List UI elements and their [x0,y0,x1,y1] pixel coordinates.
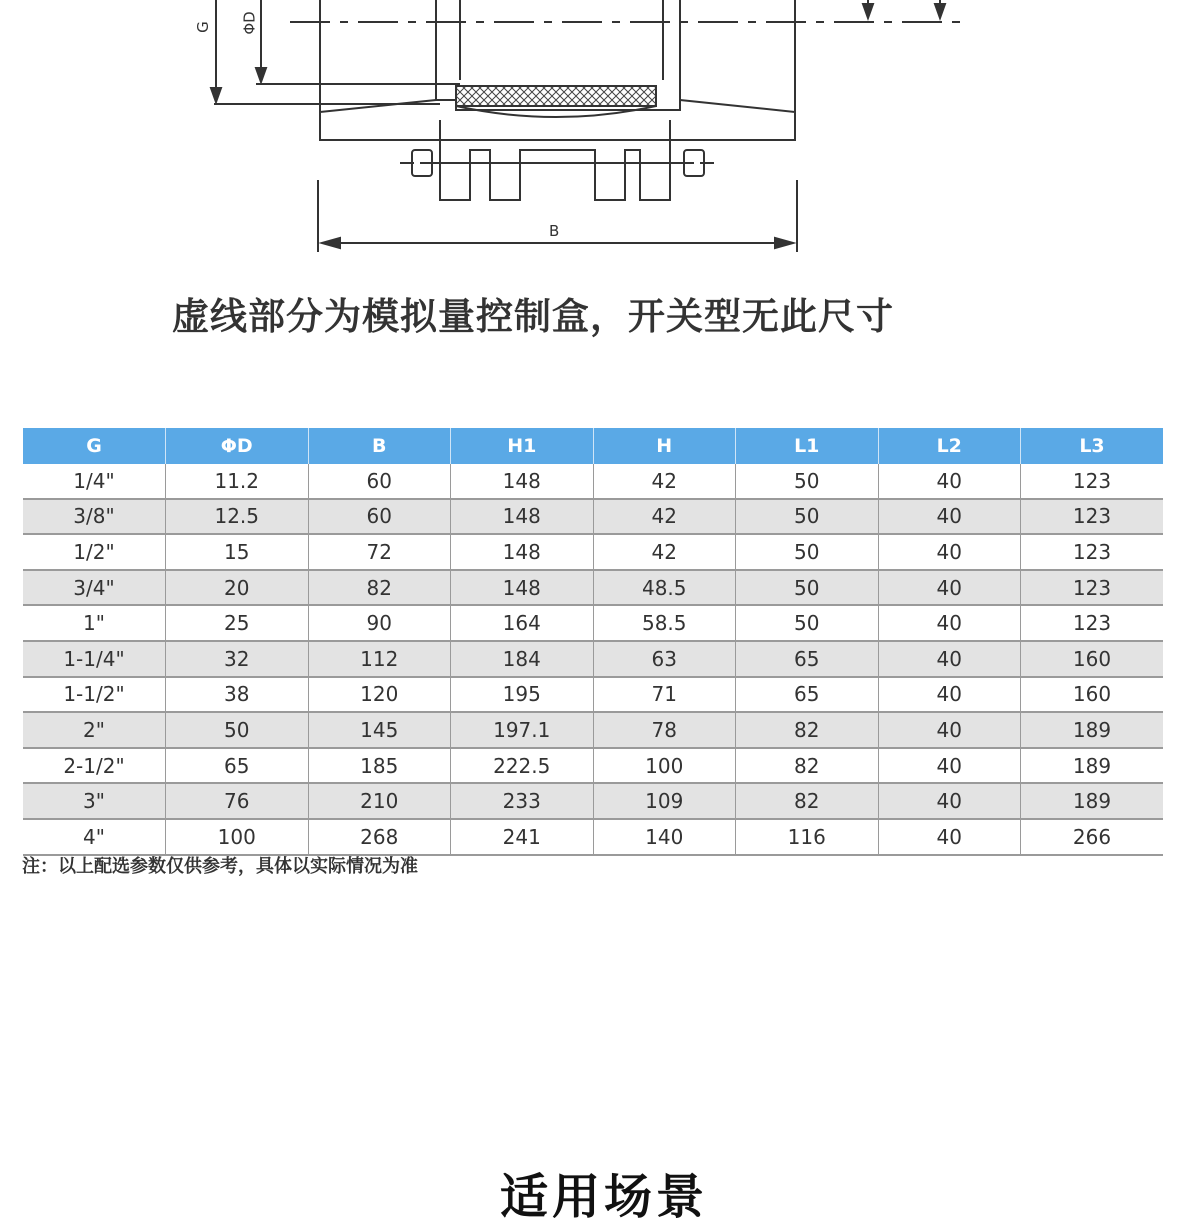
table-cell: 50 [736,499,879,535]
table-cell: 189 [1021,783,1164,819]
table-cell: 48.5 [593,570,736,606]
table-cell: 185 [308,748,451,784]
table-cell: 3/8" [23,499,166,535]
table-cell: 123 [1021,605,1164,641]
table-cell: 71 [593,677,736,713]
table-row [23,677,1163,713]
table-cell: 40 [878,534,1021,570]
table-cell: 195 [451,677,594,713]
table-cell: 100 [593,748,736,784]
table-cell: 189 [1021,748,1164,784]
table-cell: 116 [736,819,879,855]
table-cell: 123 [1021,464,1164,499]
table-cell: 40 [878,712,1021,748]
table-cell: 160 [1021,641,1164,677]
table-cell: 63 [593,641,736,677]
table-cell: 241 [451,819,594,855]
table-cell: 40 [878,819,1021,855]
table-cell: 189 [1021,712,1164,748]
table-cell: 120 [308,677,451,713]
table-cell: 58.5 [593,605,736,641]
table-cell: 42 [593,534,736,570]
table-cell: 40 [878,499,1021,535]
table-cell: 112 [308,641,451,677]
header-l2: L2 [878,428,1021,464]
table-cell: 20 [166,570,309,606]
technical-drawing [0,0,1185,345]
table-cell: 40 [878,570,1021,606]
table-cell: 197.1 [451,712,594,748]
table-cell: 123 [1021,570,1164,606]
drawing-caption: 虚线部分为模拟量控制盒，开关型无此尺寸 [172,295,894,338]
table-cell: 1-1/4" [23,641,166,677]
table-cell: 82 [308,570,451,606]
table-cell: 3/4" [23,570,166,606]
table-cell: 38 [166,677,309,713]
header-phi-d: ΦD [166,428,309,464]
table-header-row [23,428,1163,464]
table-row [23,783,1163,819]
table-cell: 78 [593,712,736,748]
table-row [23,499,1163,535]
table-cell: 32 [166,641,309,677]
table-cell: 82 [736,712,879,748]
table-cell: 65 [736,641,879,677]
table-cell: 40 [878,677,1021,713]
table-row [23,605,1163,641]
table-cell: 50 [736,570,879,606]
table-cell: 40 [878,605,1021,641]
table-cell: 25 [166,605,309,641]
table-cell: 40 [878,748,1021,784]
table-cell: 210 [308,783,451,819]
table-cell: 148 [451,534,594,570]
table-cell: 184 [451,641,594,677]
table-cell: 11.2 [166,464,309,499]
table-cell: 266 [1021,819,1164,855]
table-cell: 72 [308,534,451,570]
table-row [23,712,1163,748]
table-cell: 40 [878,464,1021,499]
dim-label-phi-d: ΦD [240,11,259,35]
table-cell: 233 [451,783,594,819]
dim-label-b: B [549,222,560,240]
header-h: H [593,428,736,464]
table-cell: 50 [736,534,879,570]
header-h1: H1 [451,428,594,464]
table-cell: 148 [451,570,594,606]
table-row [23,641,1163,677]
table-cell: 60 [308,499,451,535]
table-cell: 40 [878,783,1021,819]
spec-table [23,428,1163,856]
table-cell: 42 [593,499,736,535]
table-cell: 65 [166,748,309,784]
table-cell: 123 [1021,499,1164,535]
table-cell: 145 [308,712,451,748]
header-l1: L1 [736,428,879,464]
table-cell: 164 [451,605,594,641]
table-cell: 222.5 [451,748,594,784]
table-cell: 15 [166,534,309,570]
table-cell: 160 [1021,677,1164,713]
table-cell: 90 [308,605,451,641]
table-body [23,464,1163,855]
table-cell: 42 [593,464,736,499]
table-cell: 148 [451,464,594,499]
table-cell: 2" [23,712,166,748]
table-row [23,570,1163,606]
table-row [23,464,1163,499]
table-cell: 140 [593,819,736,855]
table-cell: 82 [736,783,879,819]
table-cell: 82 [736,748,879,784]
dim-label-g: G [193,21,212,33]
table-row [23,819,1163,855]
section-title: 适用场景 [500,1169,709,1225]
table-cell: 3" [23,783,166,819]
table-cell: 109 [593,783,736,819]
table-cell: 4" [23,819,166,855]
table-cell: 76 [166,783,309,819]
table-cell: 60 [308,464,451,499]
table-cell: 1" [23,605,166,641]
footnote: 注：以上配选参数仅供参考，具体以实际情况为准 [22,856,418,877]
header-l3: L3 [1021,428,1164,464]
table-cell: 1/2" [23,534,166,570]
table-cell: 268 [308,819,451,855]
table-cell: 40 [878,641,1021,677]
table-cell: 50 [736,605,879,641]
table-cell: 50 [166,712,309,748]
table-cell: 1-1/2" [23,677,166,713]
table-cell: 100 [166,819,309,855]
table-cell: 50 [736,464,879,499]
table-cell: 12.5 [166,499,309,535]
table-cell: 123 [1021,534,1164,570]
header-g: G [23,428,166,464]
table-row [23,534,1163,570]
table-cell: 2-1/2" [23,748,166,784]
table-cell: 65 [736,677,879,713]
table-row [23,748,1163,784]
header-b: B [308,428,451,464]
table-cell: 148 [451,499,594,535]
table-cell: 1/4" [23,464,166,499]
